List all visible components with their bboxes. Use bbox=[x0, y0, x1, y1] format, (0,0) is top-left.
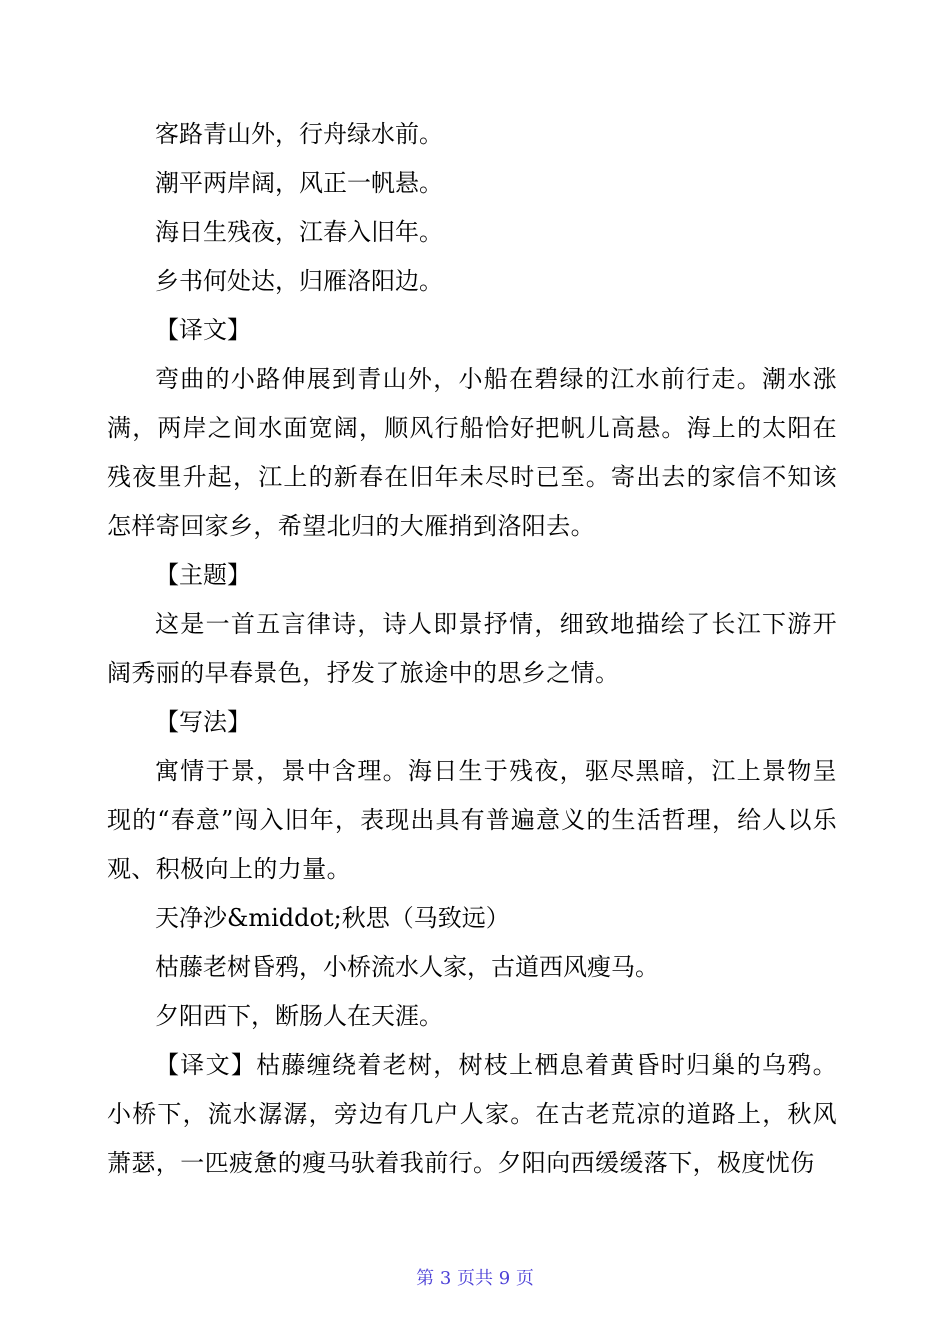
poem1-line-4: 乡书何处达，归雁洛阳边。 bbox=[155, 267, 443, 295]
poem2-title: 天净沙&middot;秋思（马致远） bbox=[155, 904, 510, 932]
poem1-line-1: 客路青山外，行舟绿水前。 bbox=[155, 120, 443, 148]
page-content bbox=[107, 110, 837, 1188]
poem1-line-3: 海日生残夜，江春入旧年。 bbox=[155, 218, 443, 246]
page-number-footer: 第 3 页共 9 页 bbox=[416, 1268, 534, 1289]
method-paragraph: 寓情于景，景中含理。海日生于残夜，驱尽黑暗，江上景物呈现的“春意”闯入旧年，表现出具有普遍意义的生活哲理，给人以乐观、积极向上的力量。 bbox=[107, 757, 837, 883]
method-heading: 【写法】 bbox=[155, 708, 251, 736]
theme-paragraph: 这是一首五言律诗，诗人即景抒情，细致地描绘了长江下游开阔秀丽的早春景色，抒发了旅途中的思乡之情。 bbox=[107, 610, 837, 687]
poem2-line-1: 枯藤老树昏鸦，小桥流水人家，古道西风瘦马。 bbox=[155, 953, 659, 981]
poem2-translation-paragraph: 【译文】枯藤缠绕着老树，树枝上栖息着黄昏时归巢的乌鸦。小桥下，流水潺潺，旁边有几户人家。在古老荒凉的道路上，秋风萧瑟，一匹疲惫的瘦马驮着我前行。夕阳向西缓缓落下，极度忧伤 bbox=[107, 1051, 837, 1177]
poem1-line-2: 潮平两岸阔，风正一帆悬。 bbox=[155, 169, 443, 197]
translation-paragraph: 弯曲的小路伸展到青山外，小船在碧绿的江水前行走。潮水涨满，两岸之间水面宽阔，顺风行船恰好把帆儿高悬。海上的太阳在残夜里升起，江上的新春在旧年未尽时已至。寄出去的家信不知该怎样寄回家乡，希望北归的大雁捎到洛阳去。 bbox=[107, 365, 837, 540]
translation-heading: 【译文】 bbox=[155, 316, 251, 344]
theme-heading: 【主题】 bbox=[155, 561, 251, 589]
poem2-line-2: 夕阳西下，断肠人在天涯。 bbox=[155, 1002, 443, 1030]
